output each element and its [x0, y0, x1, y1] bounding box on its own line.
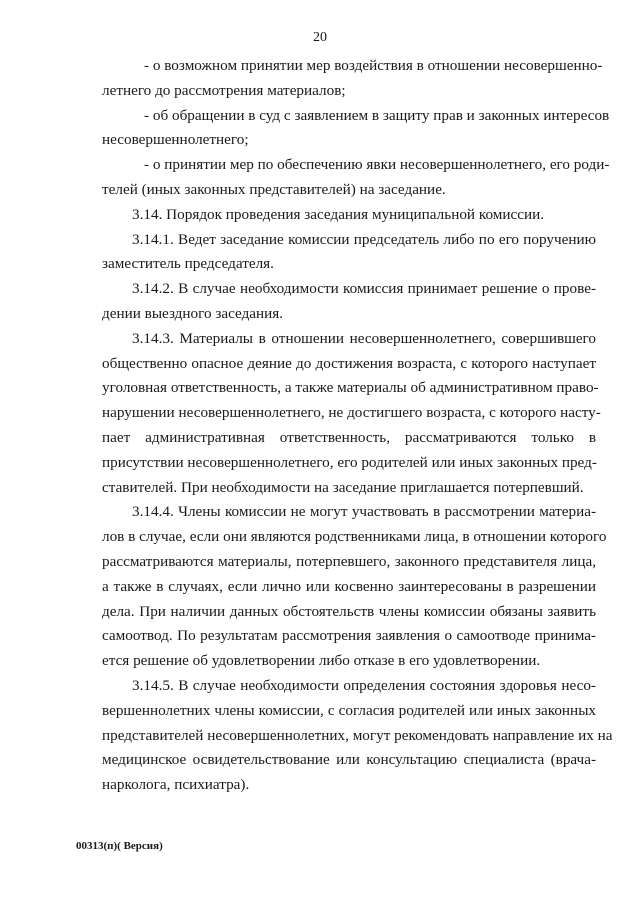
- text-line: присутствии несовершеннолетнего, его родителей или иных законных пред-: [102, 453, 597, 471]
- document-footer-code: 00313(п)( Версия): [76, 840, 163, 852]
- text-line: 3.14.2. В случае необходимости комиссия принимает решение о прове-: [132, 280, 596, 298]
- text-line: а также в случаях, если лично или косвенно заинтересованы в разрешении: [102, 577, 596, 595]
- text-line: вершеннолетних члены комиссии, с согласия родителей или иных законных: [102, 701, 596, 719]
- text-line: дела. При наличии данных обстоятельств члены комиссии обязаны заявить: [102, 602, 596, 620]
- text-line: ставителей. При необходимости на заседание приглашается потерпевший.: [102, 478, 584, 496]
- text-line: заместитель председателя.: [102, 255, 274, 273]
- text-line: медицинское освидетельствование или консультацию специалиста (врача-: [102, 751, 596, 769]
- text-line: пает административная ответственность, рассматриваются только в: [102, 428, 596, 446]
- text-line: ется решение об удовлетворении либо отказе в его удовлетворении.: [102, 652, 541, 670]
- text-line: нарколога, психиатра).: [102, 776, 250, 794]
- text-line: 3.14.3. Материалы в отношении несовершеннолетнего, совершившего: [132, 329, 596, 347]
- text-line: несовершеннолетнего;: [102, 131, 249, 149]
- text-line: лов в случае, если они являются родственниками лица, в отношении которого: [102, 528, 607, 546]
- text-line: 3.14.5. В случае необходимости определения состояния здоровья несо-: [132, 676, 596, 694]
- text-line: рассматриваются материалы, потерпевшего, законного представителя лица,: [102, 552, 596, 570]
- text-line: самоотвод. По результатам рассмотрения заявления о самоотводе принима-: [102, 627, 596, 645]
- text-line: телей (иных законных представителей) на заседание.: [102, 180, 446, 198]
- text-line: общественно опасное деяние до достижения возраста, с которого наступает: [102, 354, 596, 372]
- text-line: 3.14. Порядок проведения заседания муниципальной комиссии.: [132, 205, 545, 223]
- text-line: - о возможном принятии мер воздействия в отношении несовершенно-: [144, 57, 603, 74]
- text-line: 3.14.1. Ведет заседание комиссии председатель либо по его поручению: [132, 230, 596, 248]
- text-line: 3.14.4. Члены комиссии не могут участвовать в рассмотрении материа-: [132, 503, 596, 521]
- text-line: - о принятии мер по обеспечению явки несовершеннолетнего, его роди-: [144, 156, 610, 174]
- text-line: уголовная ответственность, а также материалы об административном право-: [102, 379, 599, 397]
- page-number: 20: [313, 30, 327, 45]
- text-line: летнего до рассмотрения материалов;: [102, 81, 346, 99]
- document-body: [102, 54, 613, 798]
- text-line: нарушении несовершеннолетнего, не достигшего возраста, с которого насту-: [102, 404, 601, 422]
- text-line: дении выездного заседания.: [102, 304, 284, 322]
- text-line: - об обращении в суд с заявлением в защиту прав и законных интересов: [144, 106, 610, 124]
- text-line: представителей несовершеннолетних, могут рекомендовать направление их на: [102, 726, 613, 744]
